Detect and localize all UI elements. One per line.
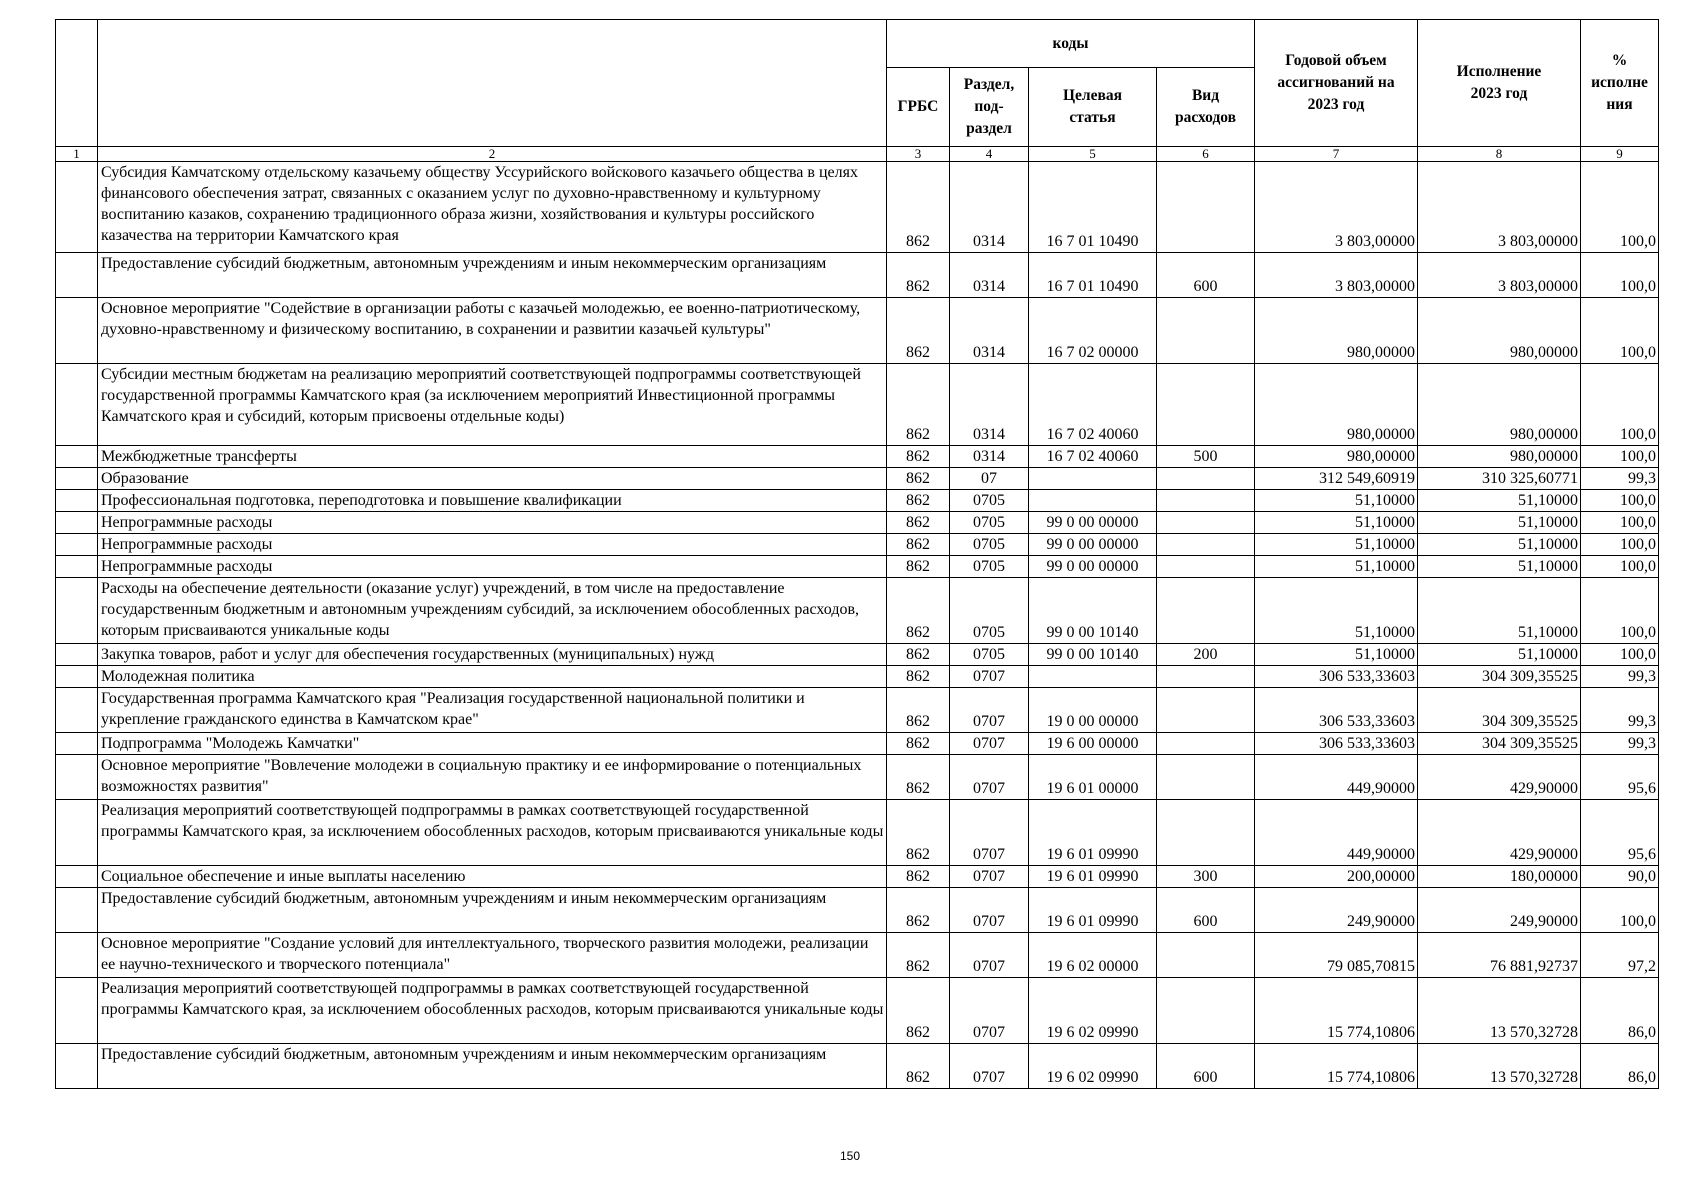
annual-allocation-value: 79 085,70815	[1255, 933, 1418, 978]
row-number-cell	[56, 162, 98, 253]
row-number-cell	[56, 800, 98, 866]
table-row	[56, 755, 1659, 800]
execution-value: 304 309,35525	[1418, 733, 1581, 755]
table-row	[56, 978, 1659, 1044]
expense-type-code	[1157, 534, 1255, 556]
table-row	[56, 253, 1659, 298]
target-article-code: 19 6 02 09990	[1029, 978, 1157, 1044]
table-row	[56, 298, 1659, 364]
header-percent	[1581, 20, 1659, 147]
header-blank-name	[98, 20, 887, 147]
annual-allocation-value: 449,90000	[1255, 755, 1418, 800]
grbs-code: 862	[887, 688, 950, 733]
execution-percent: 99,3	[1581, 468, 1659, 490]
column-number: 8	[1418, 147, 1581, 162]
expense-type-code	[1157, 512, 1255, 534]
annual-allocation-value: 312 549,60919	[1255, 468, 1418, 490]
header-section-line-3: раздел	[966, 120, 1012, 137]
annual-allocation-value: 15 774,10806	[1255, 1044, 1418, 1089]
execution-percent: 86,0	[1581, 1044, 1659, 1089]
target-article-code: 19 6 01 09990	[1029, 800, 1157, 866]
annual-allocation-value: 980,00000	[1255, 298, 1418, 364]
annual-allocation-value: 51,10000	[1255, 644, 1418, 666]
execution-percent: 97,2	[1581, 933, 1659, 978]
section-code: 07	[950, 468, 1029, 490]
column-number: 9	[1581, 147, 1659, 162]
grbs-code: 862	[887, 978, 950, 1044]
annual-allocation-value: 306 533,33603	[1255, 733, 1418, 755]
header-execution	[1418, 20, 1581, 147]
header-target-line-2: статья	[1069, 109, 1116, 126]
row-number-cell	[56, 666, 98, 688]
table-row	[56, 512, 1659, 534]
grbs-code: 862	[887, 512, 950, 534]
execution-percent: 100,0	[1581, 512, 1659, 534]
annual-allocation-value: 980,00000	[1255, 364, 1418, 446]
grbs-code: 862	[887, 800, 950, 866]
annual-allocation-value: 249,90000	[1255, 888, 1418, 933]
expense-type-code: 300	[1157, 866, 1255, 888]
grbs-code: 862	[887, 490, 950, 512]
header-expense-type	[1157, 68, 1255, 147]
expense-type-code	[1157, 298, 1255, 364]
row-number-cell	[56, 446, 98, 468]
target-article-code: 19 6 02 00000	[1029, 933, 1157, 978]
section-code: 0705	[950, 578, 1029, 644]
section-code: 0314	[950, 298, 1029, 364]
row-number-cell	[56, 888, 98, 933]
table-row	[56, 666, 1659, 688]
execution-value: 180,00000	[1418, 866, 1581, 888]
section-code: 0705	[950, 556, 1029, 578]
table-row	[56, 800, 1659, 866]
row-description: Основное мероприятие "Вовлечение молодежи в социальную практику и ее информирование о потенциальных возможностях развития"	[98, 755, 887, 800]
header-annual-line-3: 2023 год	[1307, 96, 1365, 113]
target-article-code: 99 0 00 00000	[1029, 534, 1157, 556]
annual-allocation-value: 306 533,33603	[1255, 666, 1418, 688]
expense-type-code	[1157, 733, 1255, 755]
execution-value: 3 803,00000	[1418, 253, 1581, 298]
execution-percent: 90,0	[1581, 866, 1659, 888]
target-article-code: 16 7 02 00000	[1029, 298, 1157, 364]
header-annual-line-2: ассигнований на	[1277, 74, 1395, 91]
row-number-cell	[56, 298, 98, 364]
grbs-code: 862	[887, 644, 950, 666]
annual-allocation-value: 15 774,10806	[1255, 978, 1418, 1044]
header-percent-line-2: исполне	[1591, 74, 1648, 91]
row-number-cell	[56, 644, 98, 666]
execution-percent: 100,0	[1581, 888, 1659, 933]
table-row	[56, 534, 1659, 556]
execution-value: 3 803,00000	[1418, 162, 1581, 253]
grbs-code: 862	[887, 162, 950, 253]
execution-value: 310 325,60771	[1418, 468, 1581, 490]
annual-allocation-value: 51,10000	[1255, 556, 1418, 578]
target-article-code: 19 6 01 09990	[1029, 888, 1157, 933]
header-section-line-1: Раздел,	[963, 76, 1015, 93]
execution-percent: 95,6	[1581, 755, 1659, 800]
execution-value: 51,10000	[1418, 490, 1581, 512]
grbs-code: 862	[887, 578, 950, 644]
section-code: 0707	[950, 666, 1029, 688]
target-article-code	[1029, 490, 1157, 512]
annual-allocation-value: 51,10000	[1255, 512, 1418, 534]
header-blank-number	[56, 20, 98, 147]
row-description: Расходы на обеспечение деятельности (оказание услуг) учреждений, в том числе на предоставление государственным бюджетным и автономным учреждениям субсидий, за исключением обособленных расходов, которым присваиваются уникальные коды	[98, 578, 887, 644]
row-description: Закупка товаров, работ и услуг для обеспечения государственных (муниципальных) нужд	[98, 644, 887, 666]
grbs-code: 862	[887, 933, 950, 978]
execution-percent: 100,0	[1581, 446, 1659, 468]
grbs-code: 862	[887, 888, 950, 933]
target-article-code: 99 0 00 10140	[1029, 578, 1157, 644]
row-number-cell	[56, 733, 98, 755]
column-number: 3	[887, 147, 950, 162]
table-row	[56, 162, 1659, 253]
row-description: Предоставление субсидий бюджетным, автономным учреждениям и иным некоммерческим организациям	[98, 1044, 887, 1089]
section-code: 0705	[950, 490, 1029, 512]
column-number: 4	[950, 147, 1029, 162]
row-description: Предоставление субсидий бюджетным, автономным учреждениям и иным некоммерческим организациям	[98, 888, 887, 933]
execution-value: 980,00000	[1418, 298, 1581, 364]
annual-allocation-value: 51,10000	[1255, 534, 1418, 556]
column-number: 1	[56, 147, 98, 162]
expense-type-code	[1157, 800, 1255, 866]
section-code: 0707	[950, 800, 1029, 866]
header-codes: коды	[887, 20, 1255, 68]
row-description: Предоставление субсидий бюджетным, автономным учреждениям и иным некоммерческим организациям	[98, 253, 887, 298]
execution-value: 304 309,35525	[1418, 666, 1581, 688]
row-number-cell	[56, 534, 98, 556]
grbs-code: 862	[887, 364, 950, 446]
expense-type-code	[1157, 556, 1255, 578]
expense-type-code: 500	[1157, 446, 1255, 468]
annual-allocation-value: 980,00000	[1255, 446, 1418, 468]
execution-value: 13 570,32728	[1418, 1044, 1581, 1089]
execution-value: 980,00000	[1418, 446, 1581, 468]
table-row	[56, 933, 1659, 978]
expense-type-code	[1157, 688, 1255, 733]
execution-percent: 99,3	[1581, 733, 1659, 755]
execution-percent: 100,0	[1581, 534, 1659, 556]
expense-type-code	[1157, 933, 1255, 978]
expense-type-code: 600	[1157, 1044, 1255, 1089]
grbs-code: 862	[887, 298, 950, 364]
target-article-code	[1029, 468, 1157, 490]
execution-value: 76 881,92737	[1418, 933, 1581, 978]
header-execution-line-1: Исполнение	[1456, 63, 1542, 80]
execution-percent: 100,0	[1581, 364, 1659, 446]
table-row	[56, 556, 1659, 578]
expense-type-code: 200	[1157, 644, 1255, 666]
grbs-code: 862	[887, 866, 950, 888]
section-code: 0707	[950, 733, 1029, 755]
row-description: Государственная программа Камчатского края "Реализация государственной национальной политики и укрепление гражданского единства в Камчатском крае"	[98, 688, 887, 733]
row-description: Основное мероприятие "Содействие в организации работы с казачьей молодежью, ее военно-патриотическому, духовно-нравственному и физическому воспитанию, в сохранении и развитии казачьей культуры"	[98, 298, 887, 364]
row-number-cell	[56, 978, 98, 1044]
target-article-code: 19 6 00 00000	[1029, 733, 1157, 755]
execution-value: 51,10000	[1418, 534, 1581, 556]
table-row	[56, 1044, 1659, 1089]
target-article-code: 19 6 01 00000	[1029, 755, 1157, 800]
row-description: Межбюджетные трансферты	[98, 446, 887, 468]
execution-percent: 95,6	[1581, 800, 1659, 866]
header-target-article	[1029, 68, 1157, 147]
row-number-cell	[56, 578, 98, 644]
annual-allocation-value: 51,10000	[1255, 578, 1418, 644]
execution-percent: 100,0	[1581, 556, 1659, 578]
row-number-cell	[56, 866, 98, 888]
row-description: Профессиональная подготовка, переподготовка и повышение квалификации	[98, 490, 887, 512]
row-description: Непрограммные расходы	[98, 512, 887, 534]
expense-type-code: 600	[1157, 888, 1255, 933]
row-description: Реализация мероприятий соответствующей подпрограммы в рамках соответствующей государственной программы Камчатского края, за исключением обособленных расходов, которым присваиваются уникальные коды	[98, 800, 887, 866]
row-number-cell	[56, 468, 98, 490]
expense-type-code	[1157, 364, 1255, 446]
expense-type-code	[1157, 978, 1255, 1044]
target-article-code	[1029, 666, 1157, 688]
header-annual-allocations	[1255, 20, 1418, 147]
section-code: 0705	[950, 512, 1029, 534]
section-code: 0707	[950, 1044, 1029, 1089]
expense-type-code	[1157, 468, 1255, 490]
section-code: 0705	[950, 534, 1029, 556]
execution-percent: 100,0	[1581, 578, 1659, 644]
execution-value: 51,10000	[1418, 578, 1581, 644]
target-article-code: 99 0 00 00000	[1029, 556, 1157, 578]
execution-value: 429,90000	[1418, 755, 1581, 800]
column-number: 5	[1029, 147, 1157, 162]
header-section-line-2: под-	[974, 98, 1004, 115]
row-description: Подпрограмма "Молодежь Камчатки"	[98, 733, 887, 755]
execution-percent: 100,0	[1581, 490, 1659, 512]
section-code: 0707	[950, 755, 1029, 800]
execution-percent: 100,0	[1581, 253, 1659, 298]
table-row	[56, 866, 1659, 888]
execution-value: 51,10000	[1418, 644, 1581, 666]
header-grbs: ГРБС	[887, 68, 950, 147]
header-section	[950, 68, 1029, 147]
header-exptype-line-1: Вид	[1191, 87, 1220, 104]
annual-allocation-value: 306 533,33603	[1255, 688, 1418, 733]
row-description: Образование	[98, 468, 887, 490]
column-number: 6	[1157, 147, 1255, 162]
execution-percent: 86,0	[1581, 978, 1659, 1044]
table-header	[56, 20, 1659, 162]
section-code: 0707	[950, 888, 1029, 933]
execution-value: 51,10000	[1418, 556, 1581, 578]
section-code: 0707	[950, 933, 1029, 978]
grbs-code: 862	[887, 556, 950, 578]
expense-type-code	[1157, 666, 1255, 688]
row-number-cell	[56, 490, 98, 512]
page-number: 150	[839, 1149, 861, 1163]
execution-percent: 100,0	[1581, 298, 1659, 364]
row-description: Основное мероприятие "Создание условий для интеллектуального, творческого развития молодежи, реализации ее научно-технического и творческого потенциала"	[98, 933, 887, 978]
table-row	[56, 688, 1659, 733]
row-number-cell	[56, 933, 98, 978]
column-number: 2	[98, 147, 887, 162]
table-row	[56, 446, 1659, 468]
column-number: 7	[1255, 147, 1418, 162]
table-row	[56, 733, 1659, 755]
execution-percent: 99,3	[1581, 666, 1659, 688]
target-article-code: 19 6 01 09990	[1029, 866, 1157, 888]
expense-type-code	[1157, 755, 1255, 800]
annual-allocation-value: 3 803,00000	[1255, 253, 1418, 298]
budget-execution-table	[55, 19, 1659, 1089]
grbs-code: 862	[887, 253, 950, 298]
row-description: Молодежная политика	[98, 666, 887, 688]
section-code: 0707	[950, 688, 1029, 733]
grbs-code: 862	[887, 666, 950, 688]
row-description: Реализация мероприятий соответствующей подпрограммы в рамках соответствующей государственной программы Камчатского края, за исключением обособленных расходов, которым присваиваются уникальные коды	[98, 978, 887, 1044]
column-number-row	[56, 147, 1659, 162]
expense-type-code	[1157, 490, 1255, 512]
annual-allocation-value: 449,90000	[1255, 800, 1418, 866]
grbs-code: 862	[887, 1044, 950, 1089]
grbs-code: 862	[887, 755, 950, 800]
section-code: 0314	[950, 162, 1029, 253]
row-number-cell	[56, 512, 98, 534]
grbs-code: 862	[887, 468, 950, 490]
execution-value: 249,90000	[1418, 888, 1581, 933]
execution-value: 13 570,32728	[1418, 978, 1581, 1044]
target-article-code: 99 0 00 00000	[1029, 512, 1157, 534]
target-article-code: 99 0 00 10140	[1029, 644, 1157, 666]
annual-allocation-value: 51,10000	[1255, 490, 1418, 512]
table-row	[56, 364, 1659, 446]
row-description: Социальное обеспечение и иные выплаты населению	[98, 866, 887, 888]
expense-type-code	[1157, 162, 1255, 253]
row-description: Непрограммные расходы	[98, 556, 887, 578]
table-body	[56, 162, 1659, 1089]
row-number-cell	[56, 688, 98, 733]
table-row	[56, 468, 1659, 490]
row-number-cell	[56, 1044, 98, 1089]
execution-percent: 100,0	[1581, 162, 1659, 253]
row-number-cell	[56, 556, 98, 578]
target-article-code: 16 7 02 40060	[1029, 364, 1157, 446]
row-number-cell	[56, 755, 98, 800]
row-number-cell	[56, 253, 98, 298]
header-execution-line-2: 2023 год	[1470, 85, 1528, 102]
section-code: 0314	[950, 364, 1029, 446]
execution-percent: 100,0	[1581, 644, 1659, 666]
table-row	[56, 644, 1659, 666]
table-row	[56, 578, 1659, 644]
grbs-code: 862	[887, 534, 950, 556]
target-article-code: 16 7 01 10490	[1029, 162, 1157, 253]
section-code: 0314	[950, 253, 1029, 298]
target-article-code: 19 0 00 00000	[1029, 688, 1157, 733]
section-code: 0707	[950, 978, 1029, 1044]
row-description: Непрограммные расходы	[98, 534, 887, 556]
target-article-code: 16 7 01 10490	[1029, 253, 1157, 298]
table-row	[56, 490, 1659, 512]
expense-type-code: 600	[1157, 253, 1255, 298]
annual-allocation-value: 200,00000	[1255, 866, 1418, 888]
row-number-cell	[56, 364, 98, 446]
header-percent-line-1: %	[1611, 52, 1628, 69]
target-article-code: 16 7 02 40060	[1029, 446, 1157, 468]
execution-percent: 99,3	[1581, 688, 1659, 733]
section-code: 0705	[950, 644, 1029, 666]
row-description: Субсидия Камчатскому отдельскому казачьему обществу Уссурийского войскового казачьего общества в целях финансового обеспечения затрат, связанных с оказанием услуг по духовно-нравственному и культурному воспитанию казаков, сохранению традиционного образа жизни, хозяйствования и культуры российского казачества на территории Камчатского края	[98, 162, 887, 253]
section-code: 0707	[950, 866, 1029, 888]
execution-value: 304 309,35525	[1418, 688, 1581, 733]
header-percent-line-3: ния	[1606, 96, 1633, 113]
execution-value: 980,00000	[1418, 364, 1581, 446]
header-exptype-line-2: расходов	[1174, 109, 1237, 126]
table-row	[56, 888, 1659, 933]
expense-type-code	[1157, 578, 1255, 644]
grbs-code: 862	[887, 446, 950, 468]
execution-value: 429,90000	[1418, 800, 1581, 866]
header-target-line-1: Целевая	[1062, 87, 1123, 104]
header-annual-line-1: Годовой объем	[1285, 52, 1387, 69]
execution-value: 51,10000	[1418, 512, 1581, 534]
section-code: 0314	[950, 446, 1029, 468]
target-article-code: 19 6 02 09990	[1029, 1044, 1157, 1089]
row-description: Субсидии местным бюджетам на реализацию мероприятий соответствующей подпрограммы соответствующей государственной программы Камчатского края (за исключением мероприятий Инвестиционной программы Камчатского края и субсидий, которым присвоены отдельные коды)	[98, 364, 887, 446]
annual-allocation-value: 3 803,00000	[1255, 162, 1418, 253]
grbs-code: 862	[887, 733, 950, 755]
